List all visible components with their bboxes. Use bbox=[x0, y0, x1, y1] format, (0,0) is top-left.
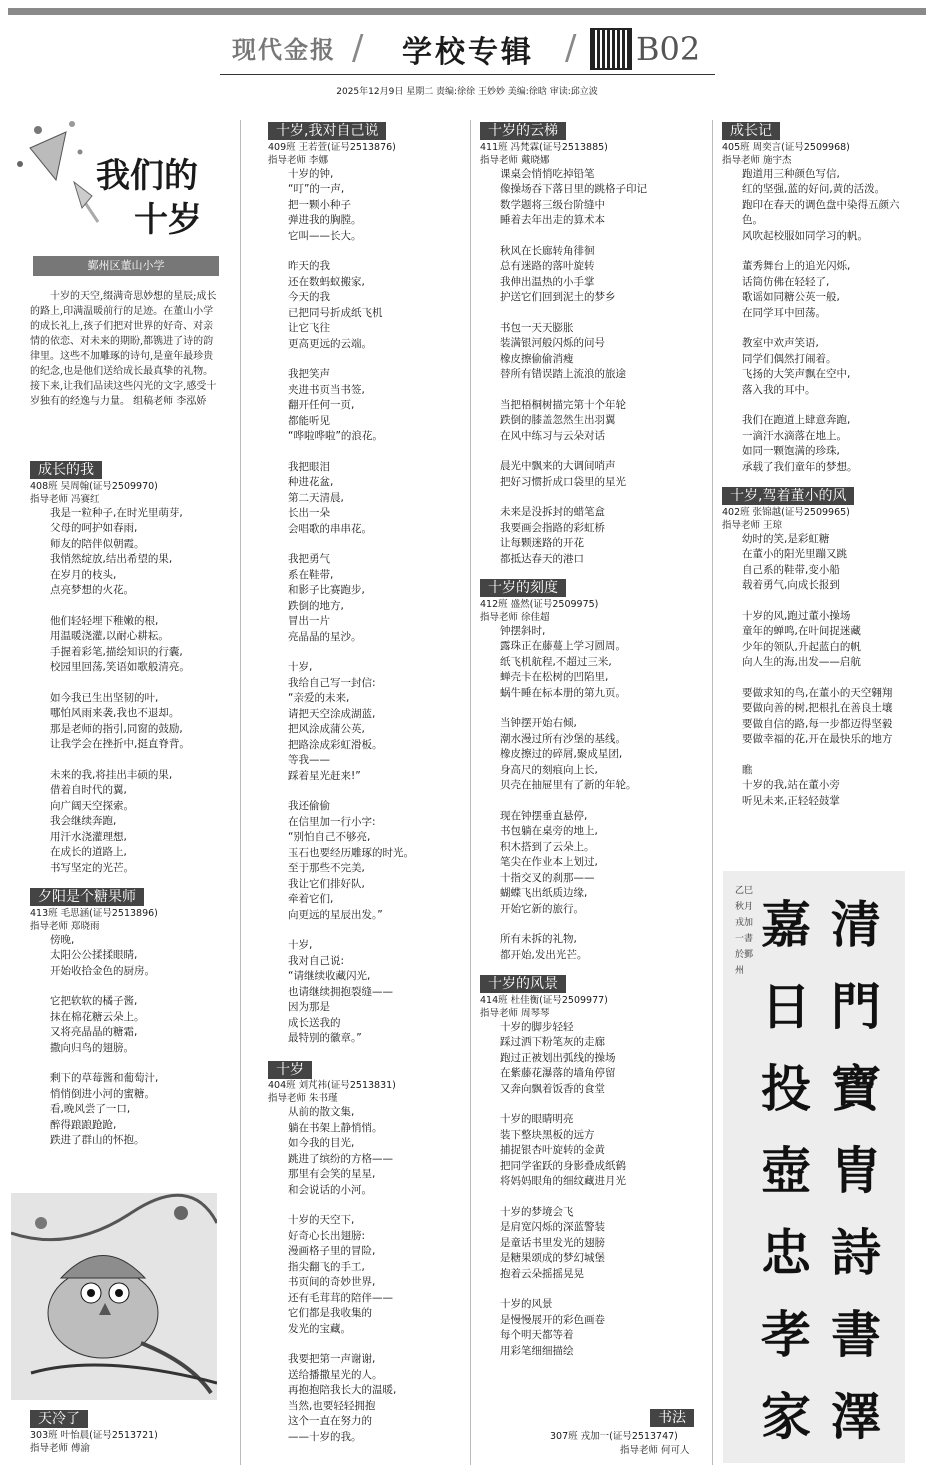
poem-author: 408班 吴周翰(证号2509970) bbox=[30, 480, 158, 492]
poem-line: 我们在跑道上肆意奔跑, bbox=[742, 414, 851, 426]
poem-line: 要做幸福的花,开在最快乐的地方 bbox=[742, 733, 893, 745]
poem-line: 十岁的天空下, bbox=[288, 1214, 355, 1226]
poem-line: 都能听见 bbox=[288, 414, 330, 427]
poem-block bbox=[30, 1410, 230, 1455]
calligraphy-character: 投 bbox=[761, 1059, 811, 1118]
poem-line: 用温暖浇灌,以耐心耕耘。 bbox=[50, 630, 169, 642]
poem-author: 303班 叶怡晨(证号2513721) bbox=[30, 1429, 158, 1441]
poem-line: 我要画会指路的彩虹桥 bbox=[500, 521, 605, 534]
poem-line: 所有未拆的礼物, bbox=[500, 933, 577, 945]
poem-line: 少年的领队,升起蓝白的帆 bbox=[742, 640, 861, 653]
poem-line: 如今我已生出坚韧的叶, bbox=[50, 691, 159, 704]
poem-body bbox=[30, 933, 235, 1149]
poem-line: 我给自己写一封信: bbox=[288, 676, 376, 689]
poem-line: 要做求知的鸟,在董小的天空翱翔 bbox=[742, 686, 893, 699]
poem-line: 那是老师的指引,同窗的鼓励, bbox=[50, 722, 183, 735]
poem-line: 我对自己说: bbox=[288, 954, 345, 967]
poem-line: 像操场吞下落日里的跳格子印记 bbox=[500, 183, 647, 195]
poem-line: 跑道用三种颜色写信, bbox=[742, 167, 840, 180]
poem-body bbox=[722, 167, 917, 476]
poem-line: 手握着彩笔,描绘知识的行囊, bbox=[50, 645, 183, 658]
poem-line: 发光的宝藏。 bbox=[288, 1322, 351, 1335]
poem-block bbox=[268, 1061, 468, 1446]
poem-line: 我是一粒种子,在时光里萌芽, bbox=[50, 506, 183, 519]
poem-line: 露珠正在藤蔓上学习圆周。 bbox=[500, 640, 626, 652]
poem-author: 405班 周奕言(证号2509968) bbox=[722, 141, 850, 153]
poem-line: 在岁月的枝头, bbox=[50, 568, 117, 581]
poem-line: 是慢慢展开的彩色画卷 bbox=[500, 1313, 605, 1326]
poem-line: 同学们偶然打闹着。 bbox=[742, 352, 837, 365]
poem-line: 弹进我的胸膛。 bbox=[288, 214, 362, 226]
poem-line: 如今我的目光, bbox=[288, 1137, 355, 1149]
poem-line: 十指交叉的刹那—— bbox=[500, 871, 595, 884]
calligraphy-character: 日 bbox=[761, 977, 811, 1036]
poem-line: 跳进了缤纷的方格—— bbox=[288, 1152, 393, 1165]
calligraphy-character: 寶 bbox=[831, 1059, 881, 1118]
poem-line: 抹在棉花糖云朵上。 bbox=[50, 1010, 145, 1023]
poem-line: 书包躺在桌旁的地上, bbox=[500, 825, 598, 837]
poem-line: 点亮梦想的火花。 bbox=[50, 584, 134, 596]
poem-line: 装满银河般闪烁的问号 bbox=[500, 337, 605, 349]
poem-line: 课桌会悄悄吃掉铅笔 bbox=[500, 167, 595, 180]
poem-title: 成长记 bbox=[722, 122, 780, 140]
poem-title: 十岁,我对自己说 bbox=[268, 122, 386, 140]
poem-line: “请继续收藏闪光, bbox=[288, 970, 371, 982]
poem-teacher: 指导老师 李娜 bbox=[268, 154, 329, 166]
divider-slash: / bbox=[352, 28, 364, 68]
poem-line: 十岁的钟, bbox=[288, 167, 334, 180]
poem-line: 如同一颗饱满的珍珠, bbox=[742, 445, 840, 457]
poem-line: 校园里回荡,笑语如歌般清亮。 bbox=[50, 661, 190, 673]
poem-line: 把路涂成彩虹滑板。 bbox=[288, 738, 383, 751]
poem-line: 捕捉银杏叶旋转的金黄 bbox=[500, 1144, 605, 1156]
poem-line: 纸飞机航程,不超过三米, bbox=[500, 655, 612, 668]
poem-author: 409班 王若萱(证号2513876) bbox=[268, 141, 396, 153]
poem-line: 师友的陪伴似朝霞。 bbox=[50, 537, 145, 550]
calligraphy-teacher: 指导老师 何可人 bbox=[620, 1445, 690, 1456]
bird-painting bbox=[11, 1193, 217, 1400]
poem-line: 在董小的阳光里蹦又跳 bbox=[742, 548, 847, 560]
poem-line: 数学题将三级台阶缝中 bbox=[500, 198, 605, 211]
calligraphy-artwork bbox=[723, 871, 905, 1463]
intro-text: 十岁的天空,缀满奇思妙想的星辰;成长的路上,印满温暖前行的足迹。在董山小学的成长礼上,孩子们把对世界的好奇、对亲情的依恋、对未来的期盼,都镌进了诗的韵律里。这些不加雕琢的诗句,是童年最珍贵的纪念,也是他们送给成长最真挚的礼物。接下来,让我们品读这些闪光的文字,感受十岁独有的经逸与力量。 组稿老师 李泓娇 bbox=[30, 291, 217, 407]
poem-line: 也请继续拥抱裂缝—— bbox=[288, 985, 393, 998]
column-divider bbox=[240, 120, 241, 1465]
poem-line: 每个明天都等着 bbox=[500, 1329, 574, 1341]
poem-line: 再抱抱陪我长大的温暖, bbox=[288, 1384, 397, 1396]
poem-line: “叮”的一声, bbox=[288, 183, 345, 195]
poem-line: 我让它们排好队, bbox=[288, 877, 365, 890]
poem-teacher: 指导老师 傅渝 bbox=[30, 1442, 91, 1454]
poem-line: 那里有会笑的星星, bbox=[288, 1168, 376, 1180]
poem-title: 十岁,驾着董小的风 bbox=[722, 487, 854, 505]
poem-line: 父母的呵护如春雨, bbox=[50, 522, 138, 534]
poem-line: 冒出一片 bbox=[288, 615, 330, 627]
poem-line: 未来的我,将挂出丰硕的果, bbox=[50, 768, 173, 781]
poem-line: 听见未来,正轻轻鼓掌 bbox=[742, 794, 840, 807]
poem-line: 是糖果颂成的梦幻城堡 bbox=[500, 1252, 605, 1264]
poem-line: 把好习惯折成口袋里的星光 bbox=[500, 475, 626, 488]
column-4 bbox=[722, 122, 917, 809]
poem-line: 漫画格子里的冒险, bbox=[288, 1245, 376, 1257]
poem-line: ——十岁的我。 bbox=[288, 1430, 362, 1443]
poem-author: 414班 杜佳衡(证号2509977) bbox=[480, 994, 608, 1006]
poem-line: 我把眼泪 bbox=[288, 460, 330, 473]
poem-line: 总有迷路的落叶旋转 bbox=[500, 260, 595, 272]
poem-line: “亲爱的未来, bbox=[288, 692, 350, 704]
poem-line: 它把软软的橘子酱, bbox=[50, 995, 138, 1007]
poem-title: 十岁 bbox=[268, 1061, 312, 1079]
calligraphy-character: 詩 bbox=[831, 1223, 881, 1282]
poem-teacher: 指导老师 徐佳超 bbox=[480, 611, 550, 623]
poem-line: 最特别的徽章。” bbox=[288, 1032, 362, 1044]
poem-teacher: 指导老师 郑晓雨 bbox=[30, 920, 100, 932]
poem-line: 十岁, bbox=[288, 661, 313, 673]
feature-title: 十岁 bbox=[134, 200, 202, 240]
poem-line: 踩过洒下粉笔灰的走廊 bbox=[500, 1036, 605, 1048]
calligraphy-inscription: 乙巳秋月戎加一書於鄞州 bbox=[735, 886, 754, 976]
poem-line: 积木搭到了云朵上。 bbox=[500, 840, 595, 853]
poem-line: 都抵达春天的港口 bbox=[500, 552, 584, 565]
poem-line: 第二天清晨, bbox=[288, 491, 344, 504]
feature-title: 我们的 bbox=[96, 156, 198, 196]
poem-line: 用汗水浇灌理想, bbox=[50, 830, 127, 843]
poem-line: 这个一直在努力的 bbox=[288, 1415, 372, 1427]
poem-line: 风吹起校服如同学习的帆。 bbox=[742, 229, 868, 242]
poem-line: 更高更远的云端。 bbox=[288, 337, 372, 350]
section-title: 学校专辑 bbox=[402, 35, 534, 70]
poem-line: 跌进了群山的怀抱。 bbox=[50, 1134, 145, 1146]
poem-line: 橡皮擦偷偷消瘦 bbox=[500, 352, 574, 365]
poem-line: 躺在书架上静悄悄。 bbox=[288, 1121, 383, 1134]
poem-line: 系在鞋带, bbox=[288, 568, 334, 581]
poem-line: 夹进书页当书签, bbox=[288, 383, 365, 396]
poem-line: 亮晶晶的星沙。 bbox=[288, 630, 362, 643]
poem-line: 当钟摆开始右倾, bbox=[500, 717, 577, 729]
poem-line: 我还偷偷 bbox=[288, 800, 330, 812]
poem-line: 把同学雀跃的身影叠成纸鹤 bbox=[500, 1159, 626, 1172]
poem-teacher: 指导老师 周琴琴 bbox=[480, 1007, 550, 1019]
poem-line: 跑过正被划出弧线的操场 bbox=[500, 1051, 616, 1064]
poem-line: 在紫藤花瀑落的墙角停留 bbox=[500, 1067, 616, 1079]
poem-line: 童年的蝉鸣,在叶间捉迷藏 bbox=[742, 625, 861, 637]
poem-body bbox=[268, 1105, 468, 1445]
poem-line: 向人生的海,出发——启航 bbox=[742, 656, 861, 668]
poem-line: 在同学耳中回荡。 bbox=[742, 306, 826, 319]
poem-body bbox=[480, 1020, 710, 1360]
poem-line: 蜗牛睡在标本册的第九页。 bbox=[500, 686, 626, 699]
poem-block bbox=[480, 579, 710, 963]
poem-line: 至于那些不完美, bbox=[288, 862, 365, 874]
column-1 bbox=[30, 461, 235, 1149]
poem-line: 是肩宽闪烁的深蓝警装 bbox=[500, 1221, 605, 1233]
calligraphy-character: 忠 bbox=[761, 1223, 811, 1282]
newspaper-name: 现代金报 bbox=[232, 36, 336, 64]
poem-line: 当然,也要轻轻拥抱 bbox=[288, 1399, 376, 1412]
poem-block bbox=[722, 487, 917, 809]
page-number: B02 bbox=[636, 30, 701, 68]
poem-line: 我会继续奔跑, bbox=[50, 815, 117, 827]
poem-teacher: 指导老师 戴晓娜 bbox=[480, 154, 550, 166]
poem-line: 幼时的笑,是彩虹糖 bbox=[742, 532, 830, 545]
poem-line: 把风涂成蒲公英, bbox=[288, 723, 365, 735]
poem-block bbox=[722, 122, 917, 475]
poem-line: 翻开任何一页, bbox=[288, 399, 355, 411]
poem-line: 十岁的脚步轻轻 bbox=[500, 1020, 574, 1033]
poem-line: 跌倒的地方, bbox=[288, 599, 344, 612]
poem-title: 十岁的刻度 bbox=[480, 579, 566, 597]
poem-line: 笔尖在作业本上划过, bbox=[500, 856, 598, 868]
poem-block bbox=[480, 975, 710, 1359]
column-3 bbox=[480, 122, 710, 1359]
column-divider bbox=[470, 120, 471, 1465]
poem-line: 因为那是 bbox=[288, 1001, 330, 1013]
calligraphy-character: 胄 bbox=[831, 1141, 881, 1200]
poem-author: 404班 刘芃祎(证号2513831) bbox=[268, 1080, 396, 1091]
poem-line: 蝉壳卡在松树的凹陷里, bbox=[500, 671, 609, 683]
poem-line: 身高尺的刻痕向上长, bbox=[500, 763, 598, 776]
calligraphy-character: 澤 bbox=[831, 1387, 881, 1446]
poem-line: 我把勇气 bbox=[288, 553, 330, 565]
poem-line: 让每颗迷路的开花 bbox=[500, 537, 584, 549]
poem-line: 它们都是我收集的 bbox=[288, 1307, 372, 1319]
poem-line: 书写坚定的光芒。 bbox=[50, 861, 134, 874]
poem-author: 402班 张锦越(证号2509965) bbox=[722, 506, 850, 518]
party-popper-icon bbox=[8, 112, 108, 232]
poem-line: 在信里加一行小字: bbox=[288, 815, 376, 828]
top-rule bbox=[8, 8, 926, 15]
poem-line: 十岁, bbox=[288, 939, 313, 951]
poem-line: 十岁的我,站在董小旁 bbox=[742, 779, 840, 791]
poem-line: 傍晚, bbox=[50, 933, 75, 946]
column-2 bbox=[268, 122, 468, 1445]
poem-line: 用彩笔细细描绘 bbox=[500, 1344, 574, 1357]
poem-line: 十岁的风,跑过董小操场 bbox=[742, 609, 851, 622]
poem-line: 种进花盆, bbox=[288, 476, 334, 488]
poem-author: 413班 毛思涵(证号2513896) bbox=[30, 907, 158, 919]
poem-line: 装下整块黑板的远方 bbox=[500, 1128, 595, 1141]
poem-line: 橡皮擦过的碎屑,聚成星团, bbox=[500, 748, 623, 760]
school-name: 鄞州区董山小学 bbox=[33, 256, 219, 276]
poem-line: 落入我的耳中。 bbox=[742, 383, 816, 396]
poem-line: 承载了我们童年的梦想。 bbox=[742, 460, 858, 473]
qr-code-icon[interactable] bbox=[590, 28, 632, 70]
poem-body bbox=[30, 506, 235, 877]
poem-line: 好奇心长出翅膀: bbox=[288, 1229, 366, 1242]
poem-line: 跑印在春天的调色盘中染得五颜六色。 bbox=[742, 198, 900, 226]
poem-line: 替所有错误踏上流浪的旅途 bbox=[500, 368, 626, 380]
poem-line: 它叫——长大。 bbox=[288, 229, 362, 242]
poem-teacher: 指导老师 朱书瑾 bbox=[268, 1093, 338, 1104]
poem-line: 钟摆斜时, bbox=[500, 624, 546, 637]
poem-line: 在成长的道路上, bbox=[50, 846, 127, 858]
poem-line: 睡着去年出走的算术本 bbox=[500, 214, 605, 226]
poem-line: 撒向归鸟的翅膀。 bbox=[50, 1041, 134, 1054]
poem-line: 借着自时代的翼, bbox=[50, 784, 127, 796]
poem-line: 教室中欢声笑语, bbox=[742, 337, 819, 349]
divider-slash: / bbox=[565, 28, 577, 68]
poem-line: 哪怕风雨来袭,我也不退却。 bbox=[50, 707, 180, 719]
poem-line: 让它飞往 bbox=[288, 322, 330, 334]
poem-line: 悄悄倒进小河的蜜糖。 bbox=[50, 1087, 155, 1100]
calligraphy-section-title: 书法 bbox=[650, 1407, 694, 1427]
poem-title: 夕阳是个糖果师 bbox=[30, 888, 144, 906]
poem-line: 十岁的眼睛明亮 bbox=[500, 1113, 574, 1125]
poem-line: 歌谣如同糖公英一般, bbox=[742, 291, 840, 303]
calligraphy-character: 門 bbox=[831, 977, 881, 1036]
poem-line: “别怕自己不够亮, bbox=[288, 831, 371, 843]
poem-line: 开始收拾金色的厨房。 bbox=[50, 964, 155, 977]
poem-line: 今天的我 bbox=[288, 291, 330, 303]
calligraphy-author: 307班 戎加一(证号2513747) bbox=[550, 1431, 678, 1442]
poem-line: 长出一朵 bbox=[288, 507, 330, 519]
poem-line: 书页间的奇妙世界, bbox=[288, 1276, 376, 1288]
poem-body bbox=[722, 532, 917, 810]
poem-line: 让我学会在挫折中,挺直脊背。 bbox=[50, 738, 190, 750]
poem-line: 潮水漫过所有沙堡的基线。 bbox=[500, 732, 626, 745]
poem-line: 我把笑声 bbox=[288, 368, 330, 380]
poem-line: 载着勇气,向成长报到 bbox=[742, 579, 840, 591]
column-divider bbox=[712, 120, 713, 1465]
poem-line: 话筒仿佛在轻轻了, bbox=[742, 275, 830, 288]
poem-line: 送给播撒星光的人。 bbox=[288, 1368, 383, 1381]
poem-line: 书包一天天膨胀 bbox=[500, 321, 574, 334]
poem-line: 会唱歌的串串花。 bbox=[288, 522, 372, 535]
poem-line: 还有毛茸茸的陪伴—— bbox=[288, 1291, 393, 1304]
poem-teacher: 指导老师 冯赛红 bbox=[30, 493, 100, 505]
poem-teacher: 指导老师 施宇杰 bbox=[722, 154, 792, 166]
calligraphy-character: 書 bbox=[831, 1305, 881, 1364]
poem-line: 是童话书里发光的翅膀 bbox=[500, 1236, 605, 1249]
poem-line: 玉石也要经历雕琢的时光。 bbox=[288, 846, 414, 859]
poem-line: 飞扬的大笑声飘在空中, bbox=[742, 368, 851, 380]
poem-line: 我悄然绽放,结出希望的果, bbox=[50, 553, 173, 565]
poem-line: 又奔向飘着饭香的食堂 bbox=[500, 1082, 605, 1095]
poem-line: 牵着它们, bbox=[288, 893, 334, 905]
poem-line: 指尖翻飞的手工, bbox=[288, 1260, 365, 1273]
dateline: 2025年12月9日 星期二 责编:徐徐 王妙妙 美编:徐晗 审读:邱立波 bbox=[336, 87, 598, 97]
poem-line: 十岁的梦境会飞 bbox=[500, 1205, 574, 1218]
poem-line: 护送它们回到泥土的梦乡 bbox=[500, 291, 616, 303]
calligraphy-character: 嘉 bbox=[761, 895, 811, 954]
poem-line: 蝴蝶飞出纸质边缘, bbox=[500, 887, 588, 899]
poem-line: 将妈妈眼角的细纹藏进月光 bbox=[500, 1175, 626, 1187]
poem-line: 当把梧桐树描完第十个年轮 bbox=[500, 398, 626, 411]
poem-title: 天冷了 bbox=[30, 1410, 88, 1428]
poem-line: 十岁的风景 bbox=[500, 1298, 553, 1310]
poem-line: 秋风在长廊转角徘徊 bbox=[500, 244, 595, 257]
poem-line: 请把天空涂成湖蓝, bbox=[288, 707, 376, 720]
poem-body bbox=[480, 167, 710, 568]
poem-line: 成长送我的 bbox=[288, 1016, 341, 1029]
poem-line: 向更远的星辰出发。” bbox=[288, 908, 383, 921]
poem-block bbox=[30, 461, 235, 876]
poem-line: 未来是没拆封的蜡笔盒 bbox=[500, 506, 605, 518]
poem-title: 十岁的云梯 bbox=[480, 122, 566, 140]
poem-line: 昨天的我 bbox=[288, 260, 330, 272]
poem-line: 太阳公公揉揉眼睛, bbox=[50, 949, 138, 961]
poem-line: 剩下的草莓酱和葡萄汁, bbox=[50, 1072, 159, 1084]
poem-line: 醉得踉踉跄跄, bbox=[50, 1118, 117, 1131]
poem-line: 看,晚风尝了一口, bbox=[50, 1103, 131, 1115]
header-rule bbox=[220, 74, 715, 75]
poem-line: 一滴汗水滴落在地上。 bbox=[742, 429, 847, 442]
poem-line: 自己系的鞋带,变小船 bbox=[742, 563, 840, 576]
poem-line: 我伸出温热的小手掌 bbox=[500, 275, 595, 288]
poem-line: 抱着云朵摇摇晃晃 bbox=[500, 1267, 584, 1280]
poem-body bbox=[480, 624, 710, 964]
poem-line: 把一颗小种子 bbox=[288, 198, 351, 211]
poem-body bbox=[268, 167, 468, 1047]
poem-author: 411班 冯梵霖(证号2513885) bbox=[480, 141, 608, 153]
poem-line: 我要把第一声谢谢, bbox=[288, 1353, 376, 1365]
poem-line: 跌倒的膝盖忽然生出羽翼 bbox=[500, 414, 616, 426]
poem-teacher: 指导老师 王琼 bbox=[722, 519, 783, 531]
poem-line: 还在数蚂蚁搬家, bbox=[288, 275, 365, 288]
poem-line: “哗啦哗啦”的浪花。 bbox=[288, 430, 383, 442]
poem-line: 从前的散文集, bbox=[288, 1106, 355, 1118]
calligraphy-character: 清 bbox=[831, 895, 881, 954]
poem-line: 都开始,发出光芒。 bbox=[500, 948, 588, 961]
poem-line: 向广阔天空探索。 bbox=[50, 799, 134, 812]
poem-line: 已把同号折成纸飞机 bbox=[288, 306, 383, 319]
poem-line: 他们轻轻埋下稚嫩的根, bbox=[50, 614, 159, 627]
poem-line: 和会说话的小河。 bbox=[288, 1183, 372, 1196]
calligraphy-character: 孝 bbox=[761, 1305, 811, 1364]
poem-title: 十岁的风景 bbox=[480, 975, 566, 993]
poem-line: 董秀舞台上的追光闪烁, bbox=[742, 260, 851, 272]
poem-line: 和影子比赛跑步, bbox=[288, 584, 365, 596]
poem-line: 又将亮晶晶的糖霜, bbox=[50, 1026, 138, 1038]
poem-line: 要做向善的树,把根扎在善良土壤 bbox=[742, 702, 893, 714]
poem-block bbox=[480, 122, 710, 567]
calligraphy-character: 壺 bbox=[761, 1141, 811, 1200]
calligraphy-character: 家 bbox=[761, 1387, 811, 1446]
poem-line: 晨光中飘来的大调间哨声 bbox=[500, 460, 616, 472]
poem-line: 红的坚强,蓝的好问,黄的活泼。 bbox=[742, 183, 886, 195]
poem-line: 现在钟摆垂直悬停, bbox=[500, 809, 588, 822]
poem-line: 在风中练习与云朵对话 bbox=[500, 429, 605, 442]
poem-line: 贝壳在抽屉里有了新的年轮。 bbox=[500, 779, 637, 791]
poem-line: 开始它新的旅行。 bbox=[500, 902, 584, 915]
poem-line: 踩着星光赶来!” bbox=[288, 769, 361, 782]
poem-line: 要做自信的路,每一步都迈得坚毅 bbox=[742, 717, 893, 730]
poem-line: 瞧 bbox=[742, 763, 753, 776]
poem-line: 等我—— bbox=[288, 754, 330, 766]
poem-block bbox=[268, 122, 468, 1047]
poem-block bbox=[30, 888, 235, 1149]
poem-title: 成长的我 bbox=[30, 461, 102, 479]
poem-author: 412班 盛然(证号2509975) bbox=[480, 598, 599, 610]
